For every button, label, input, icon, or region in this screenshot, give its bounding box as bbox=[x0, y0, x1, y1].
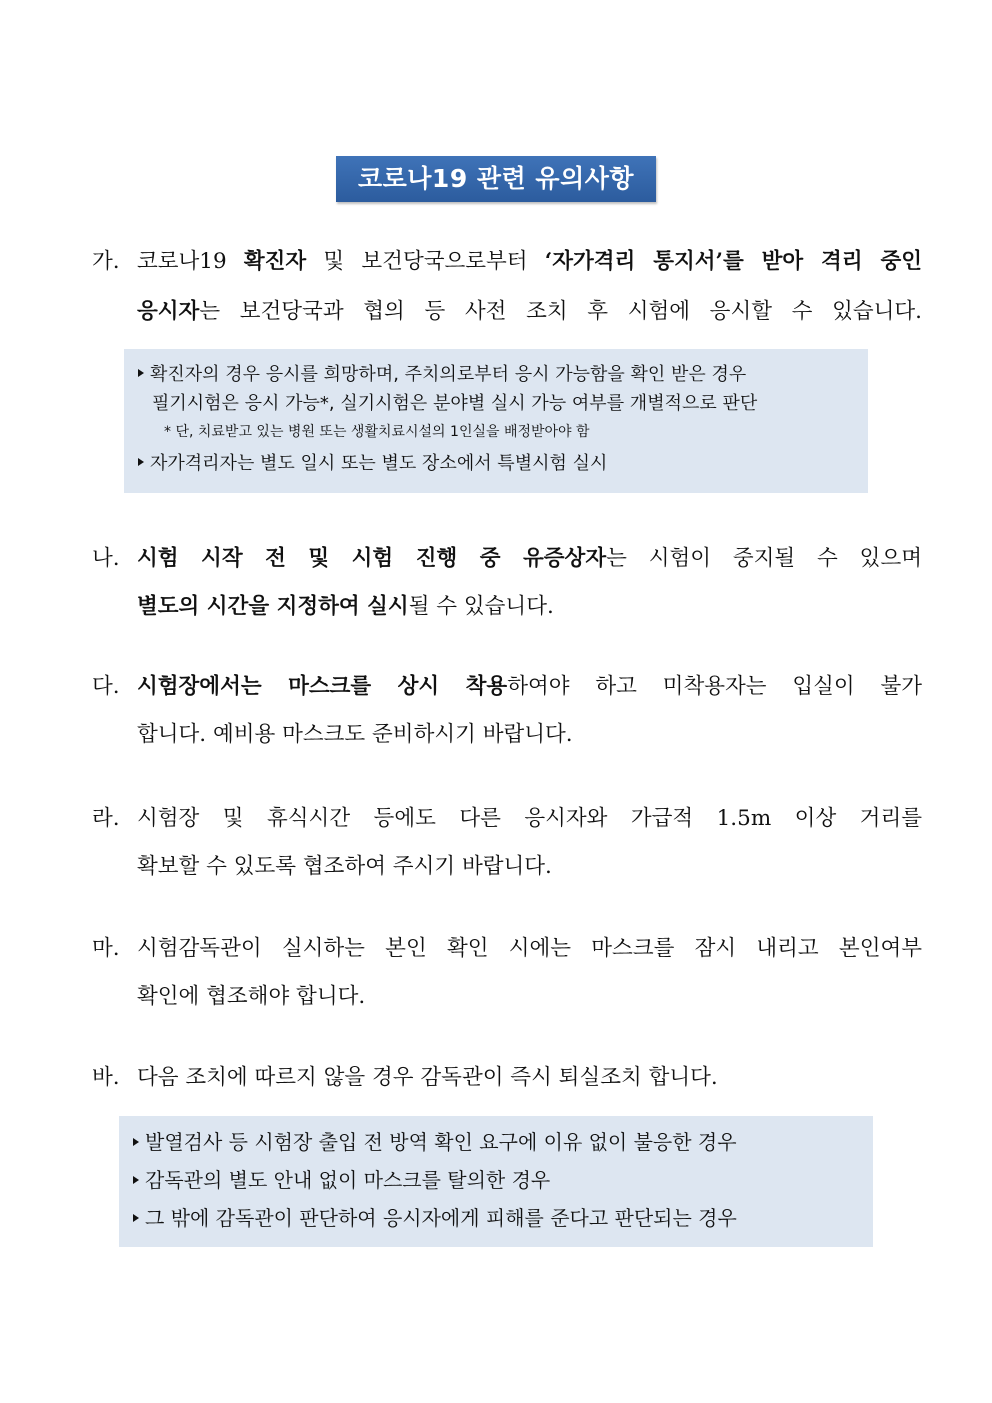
notice-line bbox=[137, 295, 922, 329]
bullet-line bbox=[133, 1164, 550, 1196]
text-span: 확인에 협조해야 합니다. bbox=[137, 984, 366, 1009]
bullet-line bbox=[138, 361, 746, 389]
notice-line bbox=[92, 1061, 922, 1095]
bullet-text: 필기시험은 응시 가능*, 실기시험은 분야별 실시 가능 여부를 개별적으로 판단 bbox=[152, 393, 758, 414]
text-span: 는 시험이 중지될 수 있으며 bbox=[606, 546, 922, 571]
bullet-line bbox=[133, 1202, 737, 1234]
bold-span: 별도의 시간을 지정하여 실시 bbox=[137, 594, 409, 619]
bullet-text: 자가격리자는 별도 일시 또는 별도 장소에서 특별시험 실시 bbox=[150, 453, 608, 474]
text-span: 합니다. 예비용 마스크도 준비하시기 바랍니다. bbox=[137, 722, 573, 747]
triangle-bullet-icon bbox=[133, 1214, 139, 1222]
bullet-line bbox=[138, 450, 607, 478]
notice-item-ba bbox=[92, 1061, 922, 1095]
notice-line bbox=[92, 245, 922, 279]
notice-box-expulsion-cases bbox=[119, 1116, 873, 1247]
notice-line bbox=[137, 850, 922, 884]
item-marker: 라. bbox=[92, 806, 120, 831]
notice-item-da bbox=[92, 670, 922, 752]
text-span: 및 보건당국으로부터 bbox=[306, 249, 545, 274]
bullet-text: 확진자의 경우 응시를 희망하며, 주치의로부터 응시 가능함을 확인 받은 경우 bbox=[150, 364, 747, 385]
bullet-text: 그 밖에 감독관이 판단하여 응시자에게 피해를 준다고 판단되는 경우 bbox=[145, 1206, 737, 1230]
notice-line bbox=[137, 980, 922, 1014]
bullet-line bbox=[133, 1126, 737, 1158]
text-span: 는 보건당국과 협의 등 사전 조치 후 시험에 응시할 수 있습니다. bbox=[199, 299, 922, 324]
notice-box-covid-cases bbox=[124, 349, 868, 493]
triangle-bullet-icon bbox=[133, 1138, 139, 1146]
footnote-text: * 단, 치료받고 있는 병원 또는 생활치료시설의 1인실을 배정받아야 함 bbox=[164, 424, 590, 440]
item-marker: 가. bbox=[92, 249, 120, 274]
triangle-bullet-icon bbox=[133, 1176, 139, 1184]
notice-item-ra bbox=[92, 802, 922, 884]
item-marker: 나. bbox=[92, 546, 120, 571]
notice-line bbox=[92, 932, 922, 966]
text-span: 될 수 있습니다. bbox=[408, 594, 554, 619]
text-span: 코로나19 bbox=[137, 249, 244, 274]
bullet-text: 감독관의 별도 안내 없이 마스크를 탈의한 경우 bbox=[145, 1168, 551, 1192]
notice-line bbox=[92, 802, 922, 836]
text-span: 확보할 수 있도록 협조하여 주시기 바랍니다. bbox=[137, 854, 552, 879]
notice-item-ga bbox=[92, 245, 922, 325]
text-span: 하여야 하고 미착용자는 입실이 불가 bbox=[507, 674, 922, 699]
footnote-line bbox=[164, 421, 590, 443]
bullet-text: 발열검사 등 시험장 출입 전 방역 확인 요구에 이유 없이 불응한 경우 bbox=[145, 1130, 737, 1154]
notice-item-ma bbox=[92, 932, 922, 1014]
item-marker: 다. bbox=[92, 674, 120, 699]
notice-line bbox=[92, 670, 922, 704]
notice-line bbox=[92, 542, 922, 576]
item-marker: 마. bbox=[92, 936, 120, 961]
notice-item-na bbox=[92, 542, 922, 624]
notice-line bbox=[137, 590, 922, 624]
page-title: 코로나19 관련 유의사항 bbox=[336, 156, 656, 202]
notice-line bbox=[137, 718, 922, 752]
text-span: 다음 조치에 따르지 않을 경우 감독관이 즉시 퇴실조치 합니다. bbox=[137, 1065, 718, 1090]
triangle-bullet-icon bbox=[138, 369, 144, 377]
text-span: 시험장 및 휴식시간 등에도 다른 응시자와 가급적 1.5m 이상 거리를 bbox=[137, 806, 922, 831]
bold-span: 확진자 bbox=[243, 249, 307, 274]
triangle-bullet-icon bbox=[138, 458, 144, 466]
bullet-line bbox=[152, 390, 757, 418]
bold-span: 시험 시작 전 및 시험 진행 중 유증상자 bbox=[137, 546, 607, 571]
item-marker: 바. bbox=[92, 1065, 120, 1090]
bold-span: 응시자 bbox=[137, 299, 200, 324]
bold-span: 시험장에서는 마스크를 상시 착용 bbox=[137, 674, 508, 699]
bold-span: ‘자가격리 통지서’를 받아 격리 중인 bbox=[544, 249, 922, 274]
text-span: 시험감독관이 실시하는 본인 확인 시에는 마스크를 잠시 내리고 본인여부 bbox=[137, 936, 922, 961]
